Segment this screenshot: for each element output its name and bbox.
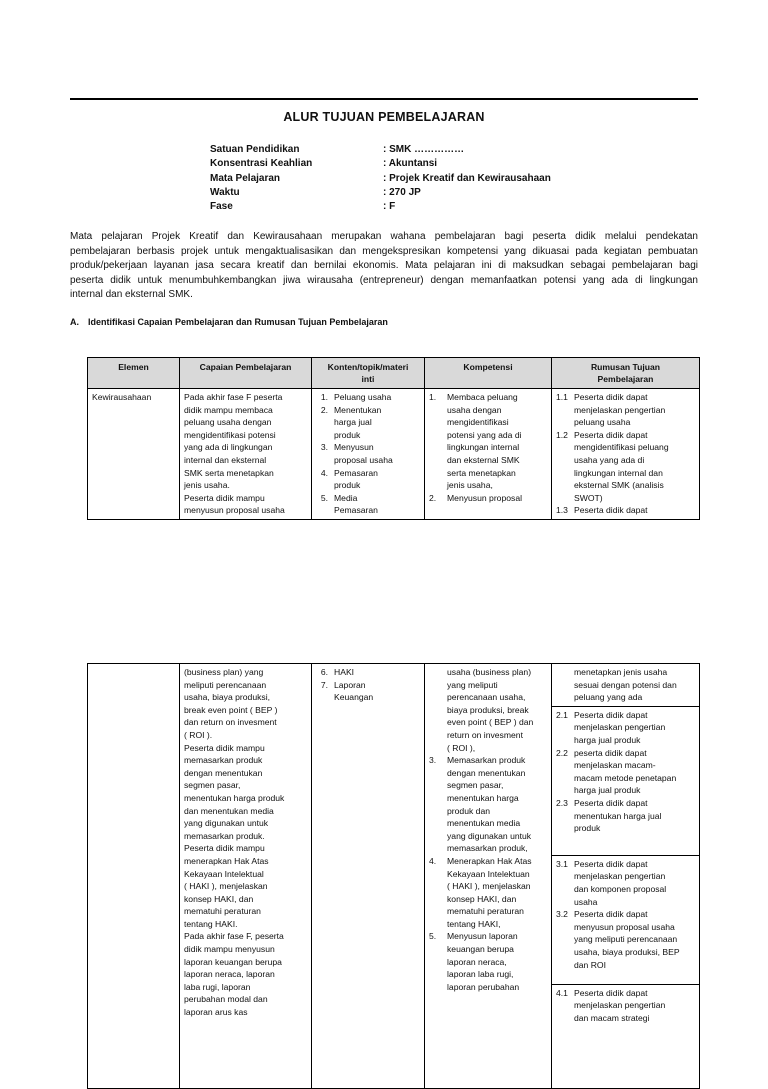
header-rumusan: Rumusan Tujuan Pembelajaran — [552, 358, 700, 389]
item-text — [334, 492, 420, 517]
text-line: didik mampu membaca — [184, 404, 273, 415]
text-line: menyusun proposal usaha — [184, 505, 285, 516]
item-line: usaha — [574, 896, 598, 907]
item-line: yang digunakan untuk — [447, 830, 532, 841]
text-line: meliputi perencanaan — [184, 679, 267, 690]
item-line: memasarkan produk, — [447, 843, 528, 854]
item-number: 2.1 — [556, 709, 568, 720]
item-line: Peserta didik dapat — [574, 709, 648, 720]
item-line: eksternal SMK (analisis — [574, 480, 664, 491]
text-line: SMK serta menetapkan — [184, 467, 274, 478]
item-line: usaha dengan — [447, 404, 502, 415]
text-line: laba rugi, laporan — [184, 981, 251, 992]
text-line: Pada akhir fase F, peserta — [184, 931, 284, 942]
cell-rumusan — [552, 664, 700, 1089]
cell-elemen — [88, 389, 180, 520]
list-item — [429, 754, 547, 855]
rumusan-block-4 — [552, 985, 699, 1027]
item-line: laporan neraca, — [447, 956, 507, 967]
item-text — [334, 404, 420, 442]
item-line: harga jual — [334, 417, 372, 428]
item-line: Peluang usaha — [334, 392, 392, 402]
list-item — [316, 391, 420, 404]
item-line: macam metode penetapan — [574, 772, 677, 783]
text-line: Pada akhir fase F peserta — [184, 392, 283, 402]
elemen-text: Kewirausahaan — [92, 392, 152, 402]
item-number: 3. — [320, 442, 328, 453]
list-item — [316, 492, 420, 517]
item-text — [334, 467, 420, 492]
meta-label: Mata Pelajaran — [210, 172, 281, 184]
text-line: Peserta didik mampu — [184, 843, 265, 854]
text-line: dan menentukan media — [184, 805, 274, 816]
text-line: sesuai dengan potensi dan — [574, 679, 677, 690]
item-line: menentukan media — [447, 818, 521, 829]
header-konten: Konten/topik/materi inti — [312, 358, 425, 389]
list-item — [556, 429, 695, 505]
item-number: 5. — [320, 492, 328, 503]
item-text — [574, 429, 695, 505]
item-number: 1. — [320, 392, 328, 402]
item-line: peserta didik dapat — [574, 747, 647, 758]
text-line: Kekayaan Intelektual — [184, 868, 264, 879]
list-item — [429, 391, 547, 492]
page-title: ALUR TUJUAN PEMBELAJARAN — [283, 110, 485, 124]
item-number: 7. — [320, 679, 328, 690]
intro-line: peserta didik untuk menumbuhkembangkan jiwa wirausaha (entrepreneur) dengan memanfaatkan potensi yang ada di lingkungan — [70, 274, 698, 286]
item-line: Menyusun laporan — [447, 931, 518, 942]
item-line: Menentukan — [334, 404, 382, 415]
table-header-row — [88, 358, 700, 389]
meta-row — [210, 157, 551, 171]
item-number: 1.3 — [556, 505, 568, 516]
text-line: didik mampu menyusun — [184, 944, 275, 955]
numbered-list — [429, 391, 547, 504]
item-line: menentukan harga — [447, 792, 519, 803]
item-text — [574, 747, 695, 797]
text-line: yang ada di lingkungan — [184, 442, 273, 453]
item-line: dengan menentukan — [447, 767, 526, 778]
text-line: yang meliputi — [447, 679, 498, 690]
meta-value: : Projek Kreatif dan Kewirausahaan — [383, 172, 551, 184]
item-number: 2. — [320, 404, 328, 415]
list-item — [556, 391, 695, 429]
text-line: laporan arus kas — [184, 1007, 248, 1018]
text-line: menetapkan jenis usaha — [574, 667, 668, 677]
item-line: dan komponen proposal — [574, 883, 667, 894]
item-line: Peserta didik dapat — [574, 505, 648, 516]
numbered-list — [556, 858, 695, 971]
item-line: menjelaskan pengertian — [574, 1000, 666, 1011]
item-line: dan macam strategi — [574, 1012, 650, 1023]
item-line: Peserta didik dapat — [574, 987, 648, 998]
meta-row — [210, 186, 551, 200]
item-text — [574, 709, 695, 747]
numbered-list — [429, 754, 547, 993]
meta-row — [210, 143, 551, 157]
item-number: 2.2 — [556, 747, 568, 758]
item-line: Media — [334, 492, 358, 503]
item-text — [334, 391, 420, 404]
numbered-list — [316, 666, 420, 704]
list-item — [429, 930, 547, 993]
rumusan-block-2 — [552, 707, 699, 856]
item-line: Keuangan — [334, 692, 374, 703]
item-number: 4. — [320, 467, 328, 478]
section-heading — [70, 317, 388, 327]
item-line: menjelaskan pengertian — [574, 871, 666, 882]
item-line: keuangan berupa — [447, 944, 514, 955]
cp-table-page2 — [87, 663, 700, 1089]
item-text — [574, 504, 695, 517]
text-line: biaya produksi, break — [447, 704, 529, 715]
list-item — [556, 987, 695, 1025]
list-item — [556, 747, 695, 797]
text-line: laporan neraca, laporan — [184, 969, 275, 980]
header-kompetensi: Kompetensi — [425, 358, 552, 389]
list-item — [556, 709, 695, 747]
text-line: peluang yang ada — [574, 692, 643, 703]
cell-konten — [312, 664, 425, 1089]
item-line: usaha, biaya produksi, BEP — [574, 946, 680, 957]
text-line: dengan menentukan — [184, 767, 263, 778]
item-line: mematuhi peraturan — [447, 906, 524, 917]
meta-label: Waktu — [210, 186, 240, 198]
text-line: Peserta didik mampu — [184, 492, 265, 503]
list-item — [316, 666, 420, 679]
item-line: menjelaskan pengertian — [574, 404, 666, 415]
header-capaian: Capaian Pembelajaran — [180, 358, 312, 389]
item-text — [574, 797, 695, 835]
item-line: harga jual produk — [574, 785, 641, 796]
numbered-list — [556, 987, 695, 1025]
item-line: mengidentifikasi — [447, 417, 509, 428]
cell-konten — [312, 389, 425, 520]
cell-elemen — [88, 664, 180, 1089]
item-number: 3.1 — [556, 858, 568, 869]
list-item — [556, 908, 695, 971]
item-line: produk — [334, 480, 361, 491]
intro-line: produk/pekerjaan layanan jasa secara kreatif dan bernilai ekonomis. Mata pelajaran ini di maksudkan sebagai pembelajaran bagi — [70, 260, 698, 272]
item-line: jenis usaha, — [447, 480, 493, 491]
item-number: 5. — [429, 931, 437, 942]
header-rule — [70, 98, 698, 100]
meta-value: : Akuntansi — [383, 158, 438, 170]
item-number: 4.1 — [556, 987, 568, 998]
item-line: lingkungan internal — [447, 442, 520, 453]
rumusan-block-1 — [552, 664, 699, 707]
item-line: serta menetapkan — [447, 467, 516, 478]
cell-rumusan — [552, 389, 700, 520]
text-line: usaha (business plan) — [447, 667, 532, 677]
item-line: Peserta didik dapat — [574, 909, 648, 920]
text-line: return on invesment — [447, 729, 523, 740]
text-line: segmen pasar, — [184, 780, 241, 791]
text-line: memasarkan produk. — [184, 830, 265, 841]
section-title: Identifikasi Capaian Pembelajaran dan Rumusan Tujuan Pembelajaran — [88, 317, 388, 327]
item-line: tentang HAKI, — [447, 918, 501, 929]
item-number: 1.2 — [556, 429, 568, 440]
item-text — [574, 858, 695, 908]
list-item — [316, 679, 420, 704]
item-text — [447, 391, 547, 492]
item-number: 6. — [320, 667, 328, 677]
text-line: perubahan modal dan — [184, 994, 268, 1005]
item-line: Kekayaan Intelektuan — [447, 868, 530, 879]
kompetensi-continued — [429, 666, 547, 754]
list-item — [556, 504, 695, 517]
list-item — [556, 858, 695, 908]
text-line: mengidentifikasi potensi — [184, 429, 276, 440]
item-line: dan ROI — [574, 959, 607, 970]
item-line: peluang usaha — [574, 417, 631, 428]
item-line: produk — [574, 823, 601, 834]
item-line: laporan laba rugi, — [447, 969, 514, 980]
item-line: Menyusun — [334, 442, 374, 453]
text-line: ( ROI ). — [184, 729, 213, 740]
list-item — [316, 467, 420, 492]
text-line: memasarkan produk — [184, 755, 263, 766]
text-line: usaha, biaya produksi, — [184, 692, 270, 703]
item-line: Pemasaran — [334, 467, 378, 478]
item-number: 2.3 — [556, 797, 568, 808]
item-number: 4. — [429, 855, 437, 866]
meta-row — [210, 200, 551, 214]
meta-label: Satuan Pendidikan — [210, 144, 300, 155]
item-number: 1.1 — [556, 392, 568, 402]
item-line: menjelaskan pengertian — [574, 722, 666, 733]
text-line: dan return on invesment — [184, 717, 277, 728]
numbered-list — [316, 391, 420, 517]
item-line: Menyusun proposal — [447, 492, 523, 503]
item-line: dan eksternal SMK — [447, 454, 520, 465]
meta-row — [210, 172, 551, 186]
item-text — [447, 492, 547, 505]
item-text — [334, 441, 420, 466]
item-line: ( HAKI ), menjelaskan — [447, 881, 531, 892]
item-line: Peserta didik dapat — [574, 858, 648, 869]
cell-capaian — [180, 389, 312, 520]
meta-label: Konsentrasi Keahlian — [210, 158, 313, 170]
intro-line: pembelajaran berbasis projek untuk mengaktualisasikan dan mengekspresikan kompetensi yang dikuasai pada kegiatan pembuatan — [70, 245, 698, 257]
item-line: produk — [334, 429, 361, 440]
numbered-list — [556, 391, 695, 517]
intro-line: internal dan eksternal SMK. — [70, 289, 193, 301]
cp-table-page1 — [87, 357, 700, 520]
item-line: Membaca peluang — [447, 392, 518, 402]
item-text — [574, 987, 695, 1025]
text-line: laporan keuangan berupa — [184, 956, 282, 967]
text-line: jenis usaha. — [184, 480, 230, 491]
meta-label: Fase — [210, 201, 233, 213]
item-line: Pemasaran — [334, 505, 378, 516]
item-line: menentukan harga jual — [574, 810, 662, 821]
list-item — [316, 404, 420, 442]
text-line: tentang HAKI. — [184, 918, 238, 929]
item-text — [447, 754, 547, 855]
identity-block — [210, 143, 551, 214]
header-elemen: Elemen — [88, 358, 180, 389]
item-line: konsep HAKI, dan — [447, 893, 517, 904]
text-line: ( HAKI ), menjelaskan — [184, 881, 268, 892]
list-item — [429, 855, 547, 931]
item-number: 2. — [429, 492, 437, 503]
item-line: proposal usaha — [334, 454, 393, 465]
text-line: break even point ( BEP ) — [184, 704, 278, 715]
item-line: Peserta didik dapat — [574, 797, 648, 808]
cell-capaian — [180, 664, 312, 1089]
item-text — [334, 679, 420, 704]
intro-line: Mata pelajaran Projek Kreatif dan Kewirausahaan merupakan wahana pembelajaran bagi peserta didik melalui pendekatan — [70, 231, 698, 242]
text-line: even point ( BEP ) dan — [447, 717, 534, 728]
item-text — [574, 391, 695, 429]
table-row — [88, 389, 700, 520]
list-item — [429, 492, 547, 505]
text-line: ( ROI ), — [447, 742, 476, 753]
item-text — [447, 855, 547, 931]
item-line: segmen pasar, — [447, 780, 504, 791]
section-number: A. — [70, 317, 79, 327]
item-line: laporan perubahan — [447, 981, 520, 992]
item-line: Peserta didik dapat — [574, 429, 648, 440]
cell-kompetensi — [425, 389, 552, 520]
meta-value: : 270 JP — [383, 186, 421, 198]
item-line: mengidentifikasi peluang — [574, 442, 669, 453]
item-line: menjelaskan macam- — [574, 760, 656, 771]
table-row — [88, 664, 700, 1089]
text-line: yang digunakan untuk — [184, 818, 269, 829]
intro-paragraph — [70, 230, 698, 303]
item-line: Memasarkan produk — [447, 755, 526, 766]
item-line: Laporan — [334, 679, 366, 690]
item-line: yang meliputi perencanaan — [574, 934, 678, 945]
text-line: menerapkan Hak Atas — [184, 855, 269, 866]
item-number: 3.2 — [556, 909, 568, 920]
text-line: konsep HAKI, dan — [184, 893, 254, 904]
item-line: usaha yang ada di — [574, 454, 645, 465]
item-line: harga jual produk — [574, 734, 641, 745]
list-item — [556, 797, 695, 835]
list-item — [316, 441, 420, 466]
item-line: potensi yang ada di — [447, 429, 522, 440]
item-line: SWOT) — [574, 492, 603, 503]
item-text — [447, 930, 547, 993]
text-line: perencanaan usaha, — [447, 692, 526, 703]
numbered-list — [556, 709, 695, 835]
item-line: Peserta didik dapat — [574, 392, 648, 402]
text-line: menentukan harga produk — [184, 792, 285, 803]
item-line: HAKI — [334, 667, 355, 677]
item-number: 3. — [429, 755, 437, 766]
meta-value: : F — [383, 201, 396, 213]
text-line: peluang usaha dengan — [184, 417, 272, 428]
item-line: lingkungan internal dan — [574, 467, 663, 478]
item-text — [334, 666, 420, 679]
text-line: Peserta didik mampu — [184, 742, 265, 753]
text-line: internal dan eksternal — [184, 454, 267, 465]
cell-kompetensi — [425, 664, 552, 1089]
item-number: 1. — [429, 392, 437, 402]
text-line: (business plan) yang — [184, 667, 264, 677]
item-text — [574, 908, 695, 971]
item-line: menyusun proposal usaha — [574, 921, 675, 932]
item-line: Menerapkan Hak Atas — [447, 855, 532, 866]
text-line: mematuhi peraturan — [184, 906, 261, 917]
meta-value: : SMK …………… — [383, 144, 465, 155]
rumusan-block-3 — [552, 856, 699, 985]
item-line: produk dan — [447, 805, 491, 816]
